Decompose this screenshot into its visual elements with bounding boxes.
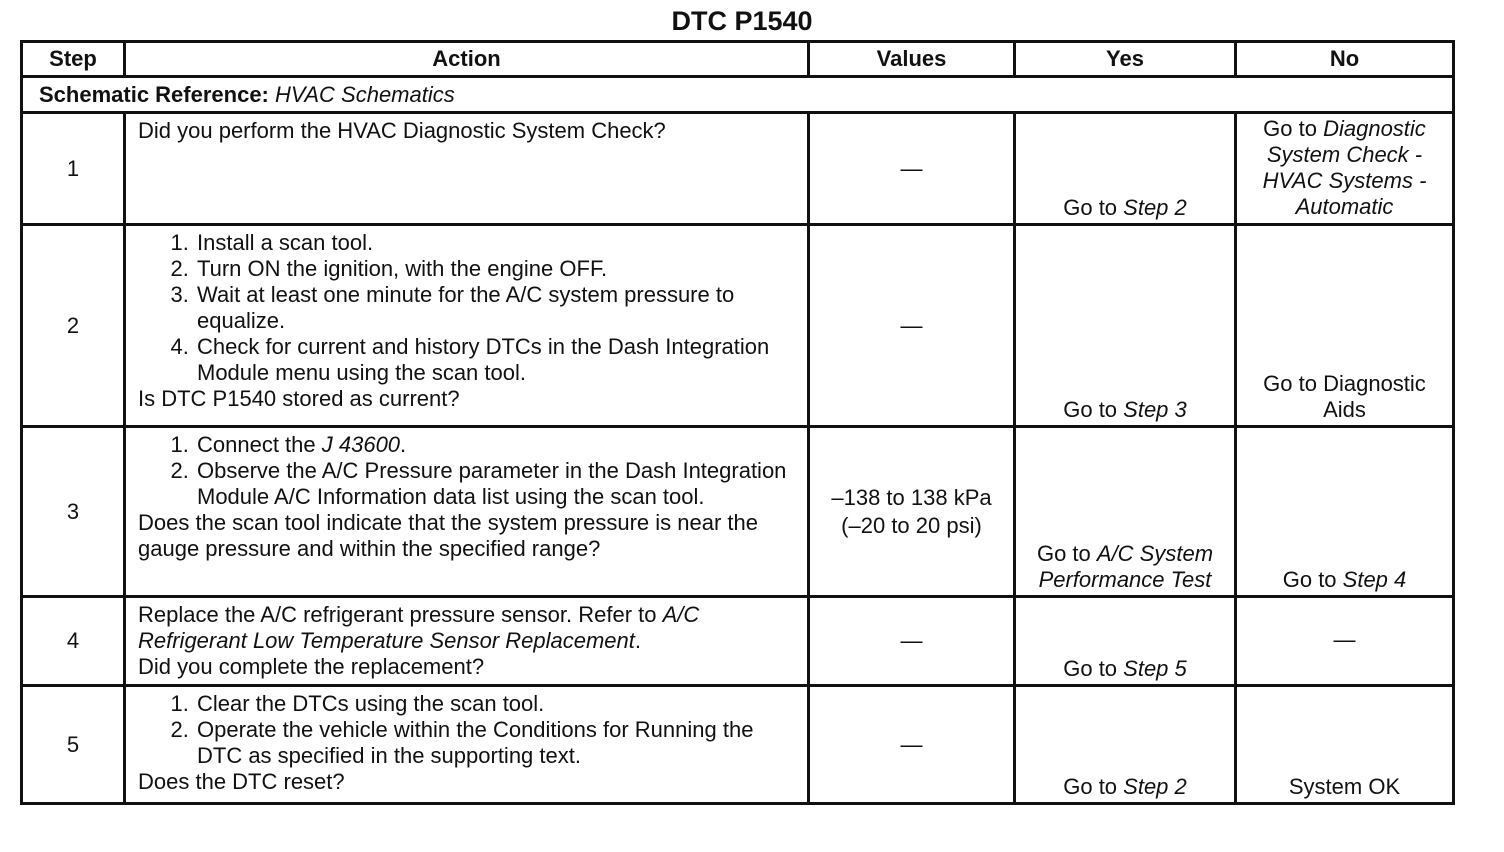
values-cell: — — [809, 113, 1015, 225]
no-link[interactable]: Step 4 — [1342, 567, 1407, 592]
action-text — [138, 602, 793, 654]
action-text-suffix: . — [634, 628, 642, 653]
no-prefix: Go to — [1282, 567, 1343, 592]
dtc-table — [20, 40, 1455, 805]
action-cell — [125, 225, 809, 427]
action-cell — [125, 113, 809, 225]
yes-prefix: Go to — [1063, 774, 1124, 799]
action-cell — [125, 686, 809, 804]
no-cell — [1236, 427, 1454, 597]
action-question: Is DTC P1540 stored as current? — [138, 386, 460, 411]
header-row — [22, 42, 1454, 77]
action-item: 1. Clear the DTCs using the scan tool. — [195, 691, 793, 717]
header-step: Step — [22, 42, 125, 77]
action-question: Did you perform the HVAC Diagnostic System Check? — [138, 118, 666, 143]
yes-prefix: Go to — [1036, 541, 1097, 566]
table-row — [22, 225, 1454, 427]
header-values: Values — [809, 42, 1015, 77]
action-list — [138, 432, 793, 510]
yes-prefix: Go to — [1063, 656, 1124, 681]
action-item: 1. Install a scan tool. — [195, 230, 793, 256]
yes-link[interactable]: Step 2 — [1123, 195, 1187, 220]
table-row — [22, 427, 1454, 597]
no-cell: System OK — [1236, 686, 1454, 804]
step-number: 5 — [22, 686, 125, 804]
yes-cell — [1015, 427, 1236, 597]
step-number: 2 — [22, 225, 125, 427]
schematic-reference — [22, 77, 1454, 113]
action-cell — [125, 597, 809, 686]
action-question: Did you complete the replacement? — [138, 654, 485, 679]
schematic-reference-label: Schematic Reference: — [39, 81, 269, 107]
values-cell — [809, 427, 1015, 597]
no-cell — [1236, 225, 1454, 427]
header-action: Action — [125, 42, 809, 77]
yes-cell — [1015, 686, 1236, 804]
yes-link[interactable]: Step 2 — [1123, 774, 1187, 799]
yes-link[interactable]: Step 3 — [1123, 397, 1187, 422]
yes-link[interactable]: A/C System Performance Test — [1038, 541, 1214, 592]
no-link[interactable]: Diagnostic System Check - HVAC Systems - Automatic — [1262, 116, 1427, 219]
action-list — [138, 230, 793, 386]
yes-cell — [1015, 113, 1236, 225]
action-cell — [125, 427, 809, 597]
header-no: No — [1236, 42, 1454, 77]
action-item — [195, 432, 793, 458]
action-item: 3. Wait at least one minute for the A/C system pressure to equalize. — [195, 282, 793, 334]
yes-prefix: Go to — [1063, 195, 1124, 220]
header-yes: Yes — [1015, 42, 1236, 77]
values-cell: — — [809, 225, 1015, 427]
schematic-reference-row — [22, 77, 1454, 113]
page-title: DTC P1540 — [671, 6, 813, 36]
values-kpa: –138 to 138 kPa — [831, 484, 992, 510]
no-prefix: Go to — [1263, 116, 1324, 141]
table-row — [22, 113, 1454, 225]
step-number: 1 — [22, 113, 125, 225]
action-text-prefix: Replace the A/C refrigerant pressure sensor. Refer to — [138, 602, 663, 627]
no-cell — [1236, 113, 1454, 225]
action-item-text: Connect the — [197, 432, 322, 457]
step-number: 4 — [22, 597, 125, 686]
schematic-reference-link[interactable]: HVAC Schematics — [275, 81, 455, 107]
yes-cell — [1015, 597, 1236, 686]
values-psi: (–20 to 20 psi) — [841, 512, 982, 538]
procedure-link[interactable]: A/C Refrigerant Low Temperature Sensor Replacement — [138, 602, 700, 653]
yes-link[interactable]: Step 5 — [1123, 656, 1187, 681]
action-list — [138, 691, 793, 769]
no-link[interactable]: Go to Diagnostic Aids — [1263, 371, 1426, 422]
table-row — [22, 686, 1454, 804]
step-number: 3 — [22, 427, 125, 597]
action-item: 2. Turn ON the ignition, with the engine OFF. — [195, 256, 793, 282]
yes-prefix: Go to — [1063, 397, 1124, 422]
action-item: 2. Observe the A/C Pressure parameter in the Dash Integration Module A/C Information data list using the scan tool. — [195, 458, 793, 510]
action-question: Does the DTC reset? — [138, 769, 345, 794]
action-question: Does the scan tool indicate that the system pressure is near the gauge pressure and within the specified range? — [138, 510, 758, 561]
no-cell: — — [1236, 597, 1454, 686]
tool-link[interactable]: J 43600 — [321, 432, 401, 457]
yes-cell — [1015, 225, 1236, 427]
table-row — [22, 597, 1454, 686]
values-cell: — — [809, 597, 1015, 686]
action-item: 2. Operate the vehicle within the Conditions for Running the DTC as specified in the supporting text. — [195, 717, 793, 769]
values-cell: — — [809, 686, 1015, 804]
action-item: 4. Check for current and history DTCs in the Dash Integration Module menu using the scan tool. — [195, 334, 793, 386]
action-item-suffix: . — [400, 432, 407, 457]
